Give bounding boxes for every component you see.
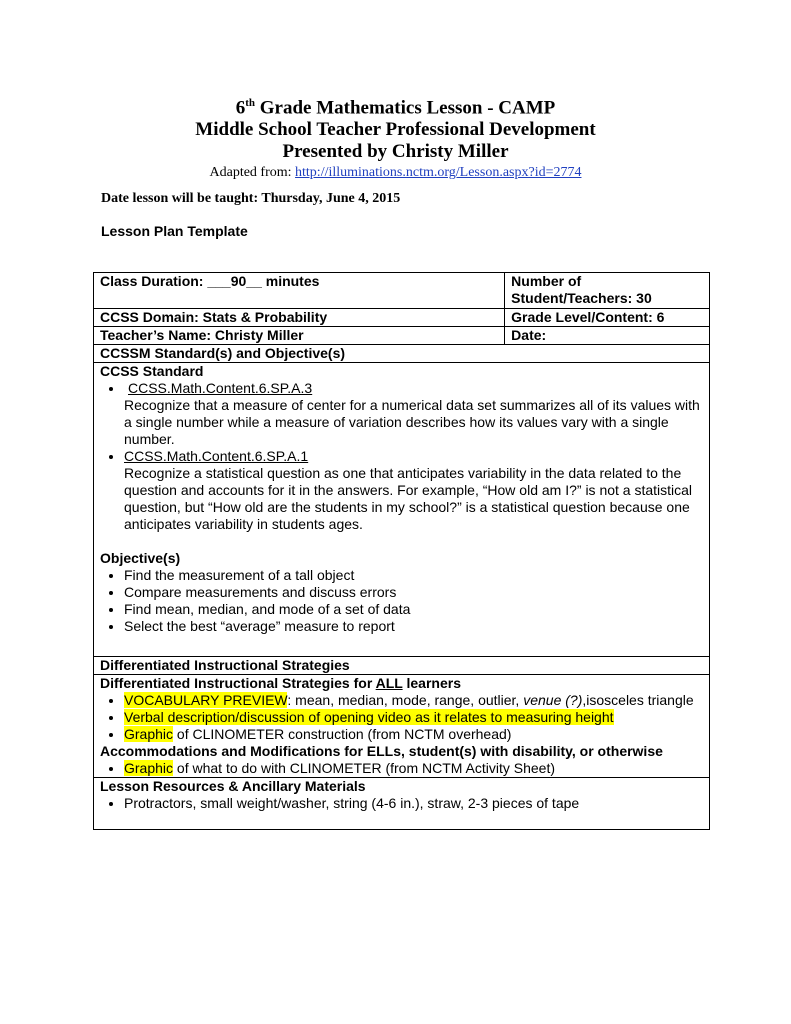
resources-cell xyxy=(94,778,710,830)
list-item xyxy=(124,448,703,533)
class-duration-cell: Class Duration: ___90__ minutes xyxy=(94,273,505,309)
verbal-highlight: Verbal description/discussion of opening video as it relates to measuring height xyxy=(124,709,614,725)
list-item xyxy=(124,692,703,709)
graphic-text: of CLINOMETER construction (from NCTM overhead) xyxy=(173,726,512,742)
table-row xyxy=(94,273,710,309)
standards-list xyxy=(100,380,703,533)
adapted-label: Adapted from: xyxy=(209,165,296,181)
vocab-italic: venue (?) xyxy=(523,692,583,708)
list-item: • Find mean, median, and mode of a set of data xyxy=(124,601,703,618)
list-item xyxy=(124,709,703,726)
list-item xyxy=(124,726,703,743)
objectives-list xyxy=(100,567,703,635)
resources-heading: Lesson Resources & Ancillary Materials xyxy=(100,778,366,794)
adapted-from xyxy=(0,164,791,182)
diff-cell xyxy=(94,675,710,778)
lesson-plan-table xyxy=(93,272,710,830)
table-row xyxy=(94,363,710,657)
list-item: • Protractors, small weight/washer, string (4-6 in.), straw, 2-3 pieces of tape xyxy=(124,795,703,812)
table-row xyxy=(94,309,710,327)
list-item: • Compare measurements and discuss errors xyxy=(124,584,703,601)
standard-text: Recognize that a measure of center for a numerical data set summarizes all of its values with a single number while a measure of variation describes how its values vary with a single number. xyxy=(124,397,700,447)
accommodations-list xyxy=(100,760,703,777)
template-heading: Lesson Plan Template xyxy=(101,223,248,239)
diff-all-prefix: Differentiated Instructional Strategies for xyxy=(100,675,376,691)
diff-all-heading xyxy=(100,675,703,692)
number-students-cell xyxy=(505,273,710,309)
standard-text: Recognize a statistical question as one that anticipates variability in the data related to the question and accounts for it in the answers. For example, “How old am I?” is not a statistical question, but “How old are the students in my school?” is a statistical question because one anticipates variability in students ages. xyxy=(124,465,693,532)
diff-list xyxy=(100,692,703,743)
title-block xyxy=(0,92,791,182)
title-rest: Grade Mathematics Lesson - CAMP xyxy=(255,97,556,119)
table-row xyxy=(94,675,710,778)
date-line: Date lesson will be taught: Thursday, June 4, 2015 xyxy=(101,191,401,206)
grade-level-cell: Grade Level/Content: 6 xyxy=(505,309,710,327)
presenter: Presented by Christy Miller xyxy=(282,141,509,163)
title-grade-suffix: th xyxy=(245,97,255,109)
diff-heading: Differentiated Instructional Strategies xyxy=(94,657,710,675)
graphic-highlight: Graphic xyxy=(124,726,174,742)
vocab-text: : mean, median, mode, range, outlier, xyxy=(287,692,524,708)
graphic-highlight: Graphic xyxy=(124,760,174,776)
vocab-highlight: VOCABULARY PREVIEW xyxy=(124,692,288,708)
list-item xyxy=(124,380,703,448)
list-item: • Select the best “average” measure to report xyxy=(124,618,703,635)
teacher-name-cell: Teacher’s Name: Christy Miller xyxy=(94,327,505,345)
graphic-text: of what to do with CLINOMETER (from NCTM Activity Sheet) xyxy=(173,760,556,776)
table-row xyxy=(94,657,710,675)
title-grade-number: 6 xyxy=(235,97,246,119)
subtitle: Middle School Teacher Professional Development xyxy=(195,119,596,141)
lesson-title xyxy=(0,92,791,119)
number-of-label: Number of xyxy=(511,273,582,289)
table-row xyxy=(94,327,710,345)
diff-all-emphasis: ALL xyxy=(375,675,403,691)
accommodations-heading: Accommodations and Modifications for ELLs, student(s) with disability, or otherwise xyxy=(100,743,663,759)
diff-all-suffix: learners xyxy=(402,675,461,691)
ccss-domain-cell: CCSS Domain: Stats & Probability xyxy=(94,309,505,327)
vocab-tail: ,isosceles triangle xyxy=(582,692,694,708)
table-row xyxy=(94,778,710,830)
table-row xyxy=(94,345,710,363)
ccss-standard-heading: CCSS Standard xyxy=(100,363,204,379)
number-students-value: Student/Teachers: 30 xyxy=(511,290,652,306)
list-item xyxy=(124,760,703,777)
date-cell: Date: xyxy=(505,327,710,345)
source-link[interactable]: http://illuminations.nctm.org/Lesson.aspx?id=2774 xyxy=(295,165,582,181)
standards-heading: CCSSM Standard(s) and Objective(s) xyxy=(94,345,710,363)
standard-code: CCSS.Math.Content.6.SP.A.1 xyxy=(124,448,309,464)
list-item: • Find the measurement of a tall object xyxy=(124,567,703,584)
standards-cell xyxy=(94,363,710,657)
resources-list xyxy=(100,795,703,812)
standard-code: CCSS.Math.Content.6.SP.A.3 xyxy=(128,380,313,396)
objectives-heading: Objective(s) xyxy=(100,550,181,566)
